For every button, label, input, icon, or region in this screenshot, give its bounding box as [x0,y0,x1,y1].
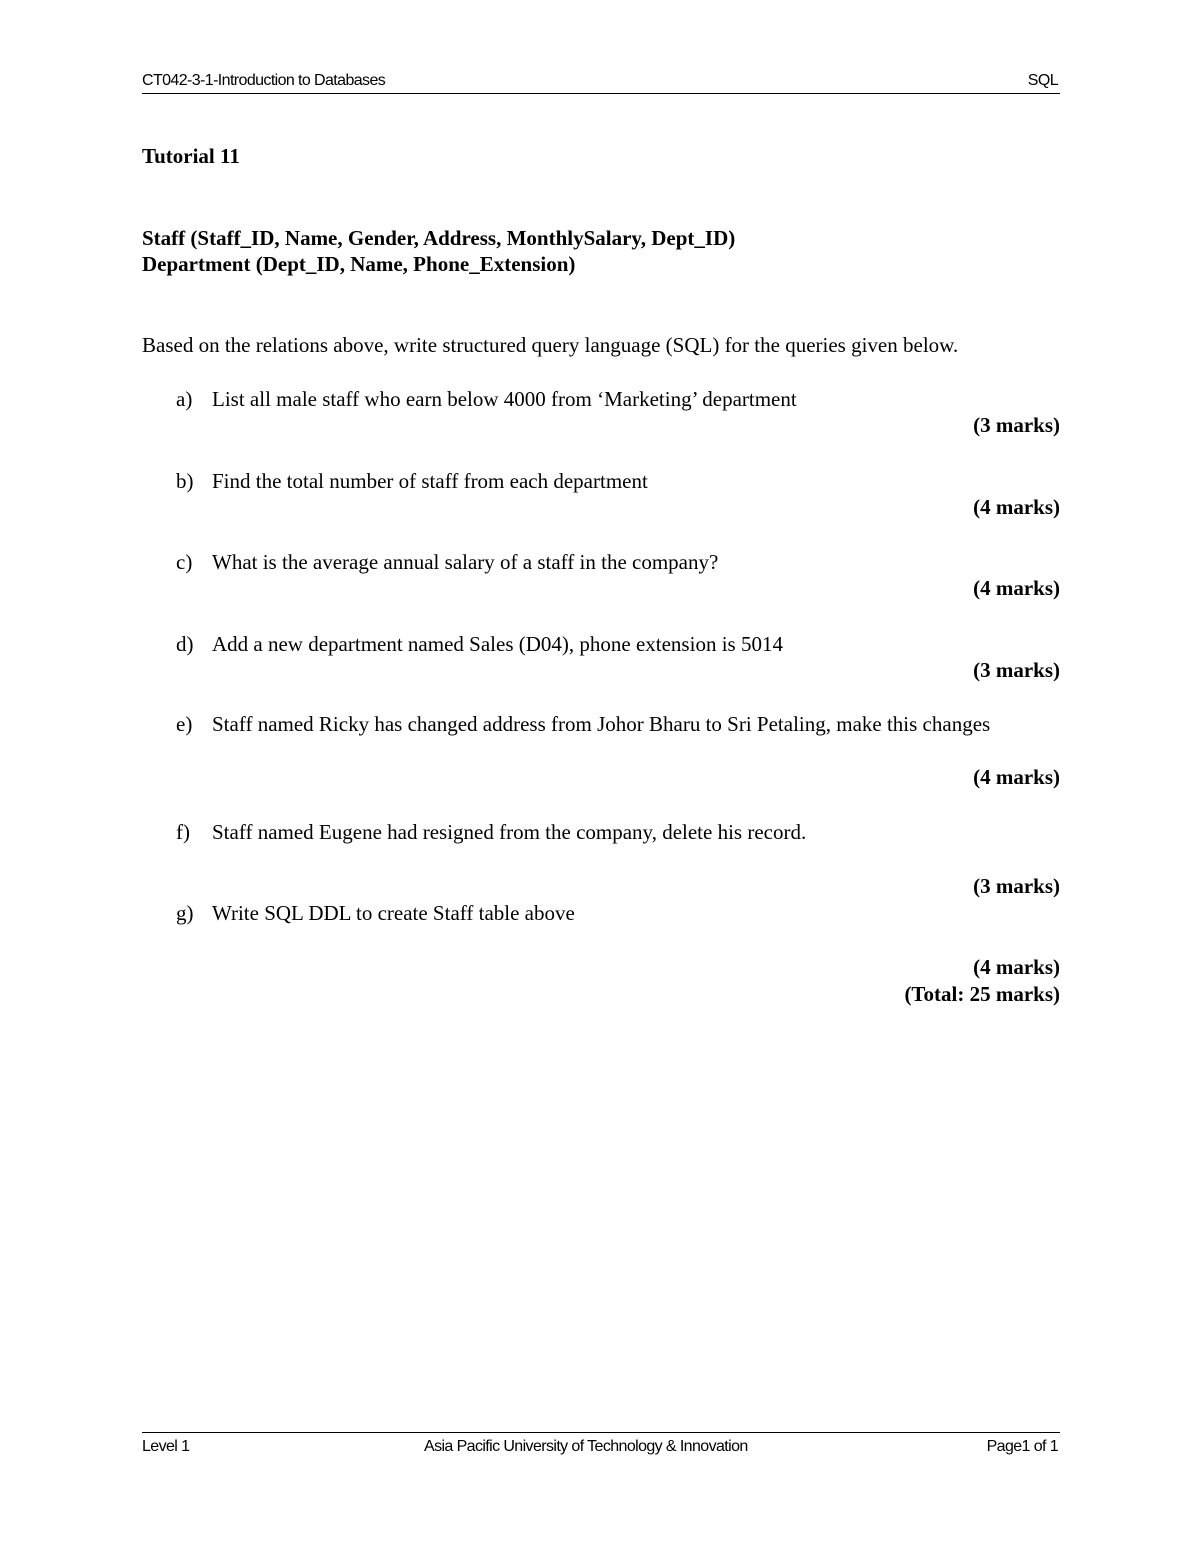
header-divider [142,93,1060,94]
question-text: Find the total number of staff from each department [212,469,648,493]
page-title: Tutorial 11 [142,144,240,168]
question-text: What is the average annual salary of a staff in the company? [212,550,719,574]
question-text: Add a new department named Sales (D04), phone extension is 5014 [212,632,783,656]
page-footer [142,1436,1060,1458]
relation-staff: Staff (Staff_ID, Name, Gender, Address, MonthlySalary, Dept_ID) [142,226,736,250]
header-topic: SQL [1027,72,1058,89]
total-marks: (Total: 25 marks) [904,982,1060,1006]
question-label: c) [176,550,193,574]
question-text: List all male staff who earn below 4000 from ‘Marketing’ department [212,387,797,411]
question-label: e) [176,712,193,736]
question-marks: (4 marks) [973,495,1060,519]
header-course: CT042-3-1-Introduction to Databases [142,72,386,89]
question-marks: (3 marks) [973,874,1060,898]
question-label: b) [176,469,194,493]
question-marks: (3 marks) [973,413,1060,437]
footer-level: Level 1 [142,1438,190,1455]
question-text: Staff named Eugene had resigned from the company, delete his record. [212,820,807,844]
question-marks: (4 marks) [973,955,1060,979]
footer-divider [142,1432,1060,1433]
question-label: a) [176,387,193,411]
instructions: Based on the relations above, write structured query language (SQL) for the queries given below. [142,333,959,357]
question-marks: (3 marks) [973,658,1060,682]
footer-institution: Asia Pacific University of Technology & Innovation [424,1438,748,1455]
question-label: d) [176,632,194,656]
page-header [142,70,1060,92]
question-text: Write SQL DDL to create Staff table above [212,901,575,925]
question-marks: (4 marks) [973,765,1060,789]
question-text: Staff named Ricky has changed address from Johor Bharu to Sri Petaling, make this changes [212,712,991,736]
relation-department: Department (Dept_ID, Name, Phone_Extension) [142,252,576,276]
question-label: g) [176,901,194,925]
footer-page-number: Page1 of 1 [986,1438,1058,1455]
question-marks: (4 marks) [973,576,1060,600]
question-label: f) [176,820,190,844]
